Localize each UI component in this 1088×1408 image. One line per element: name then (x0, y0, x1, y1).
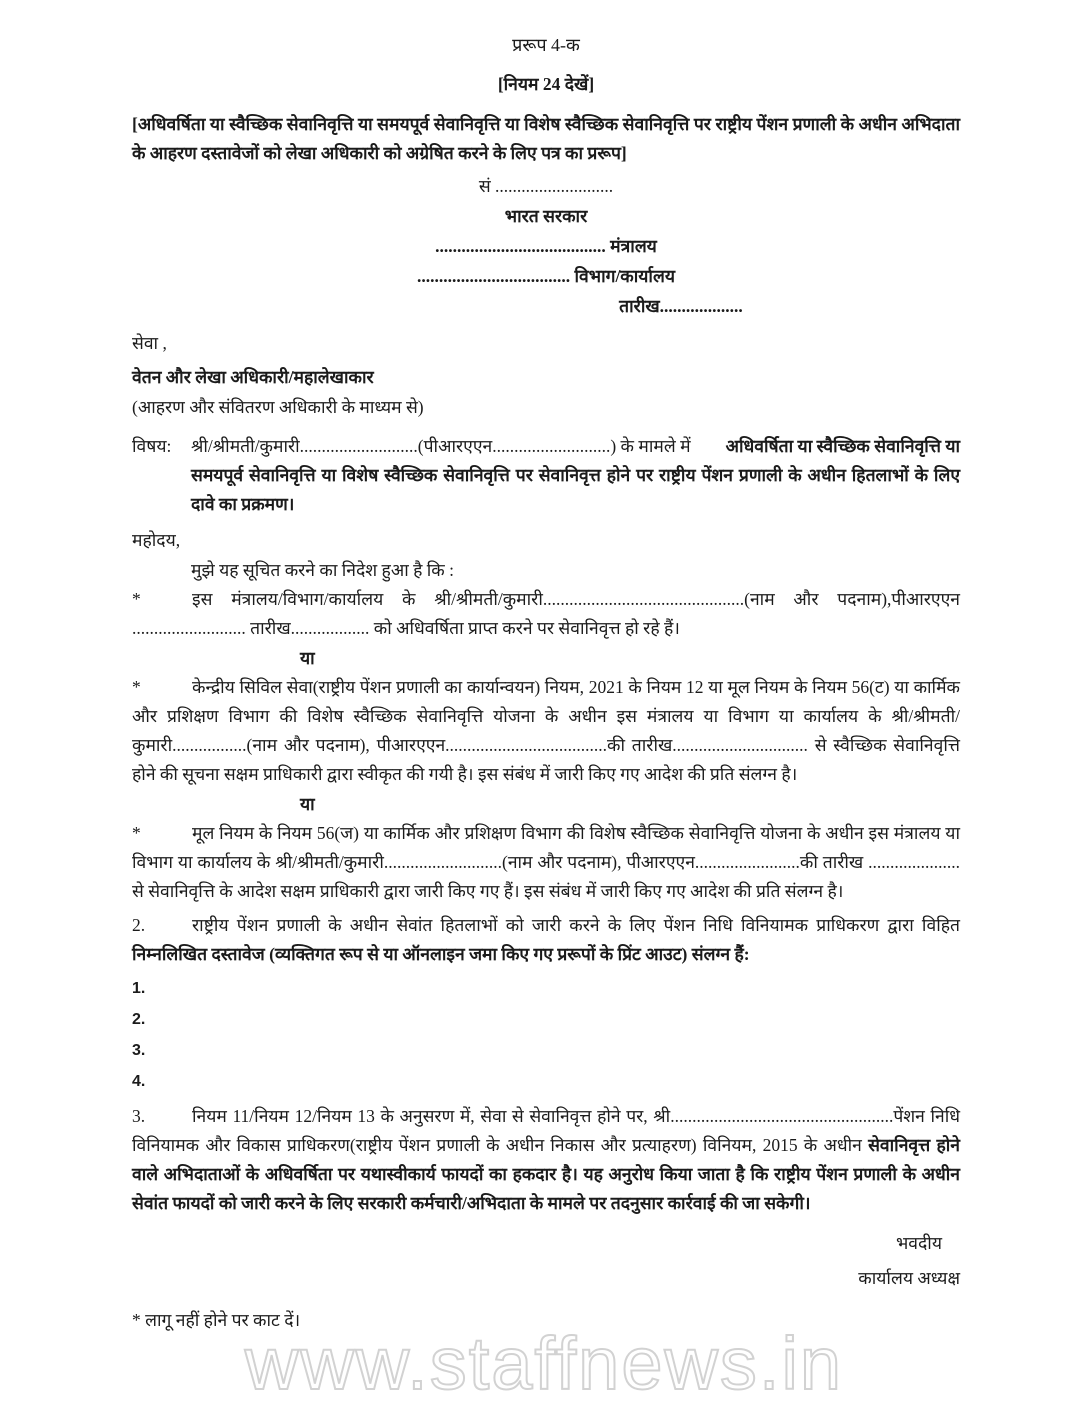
addressee-line-1: वेतन और लेखा अधिकारी/महालेखाकार (132, 367, 374, 387)
subject-text: श्री/श्रीमती/कुमारी...........................(पीआरएएन...........................) के मामले में अधिवर्षिता या स्वैच्छिक सेवानिवृत्ति या समयपूर्व सेवानिवृत्ति या विशेष स्वैच्छिक सेवानिवृत्ति पर सेवानिवृत्त होने पर राष्ट्रीय पेंशन प्रणाली के अधीन हितलाभों के लिए दावे का प्रक्रमण। (191, 436, 961, 514)
attachment-list-item: 3. (132, 1042, 146, 1059)
form-content (132, 32, 960, 1333)
salutation: महोदय, (132, 530, 181, 550)
letter-number-line: सं ........................... (478, 176, 614, 196)
asterisk-marker: * (132, 823, 141, 843)
paragraph-3: 3. नियम 11/नियम 12/नियम 13 के अनुसरण में, सेवा से सेवानिवृत्त होने पर, श्री...................................................पेंशन निधि विनियामक और विकास प्राधिकरण(राष्ट्रीय पेंशन प्रणाली के अधीन निकास और प्रत्याहरण) विनियम, 2015 के अधीन सेवानिवृत्त होने वाले अभिदाताओं के अधिवर्षिता पर यथास्वीकार्य फायदों का हकदार है। यह अनुरोध किया जाता है कि राष्ट्रीय पेंशन प्रणाली के अधीन सेवांत फायदों को जारी करने के लिए सरकारी कर्मचारी/अभिदाता के मामले पर तदनुसार कार्रवाई की जा सकेगी। (132, 1102, 960, 1218)
addressee-line-2: (आहरण और संवितरण अधिकारी के माध्यम से) (132, 397, 424, 417)
asterisk-marker: * (132, 677, 141, 697)
paragraph-3-number: 3. (132, 1106, 146, 1126)
attachment-list-item: 1. (132, 980, 146, 997)
or-separator: या (300, 648, 315, 668)
paragraph-2: 2. राष्ट्रीय पेंशन प्रणाली के अधीन सेवांत हितलाभों को जारी करने के लिए पेंशन निधि विनियामक प्राधिकरण द्वारा विहित निम्नलिखित दस्तावेज (व्यक्तिगत रूप से या ऑनलाइन जमा किए गए प्ररूपों के प्रिंट आउट) संलग्न हैं: (132, 911, 960, 969)
form-number: प्ररूप 4-क (512, 35, 580, 55)
to-label: सेवा , (132, 333, 167, 353)
form-description: [अधिवर्षिता या स्वैच्छिक सेवानिवृत्ति या समयपूर्व सेवानिवृत्ति या विशेष स्वैच्छिक सेवानिवृत्ति पर राष्ट्रीय पेंशन प्रणाली के अधीन अभिदाता के आहरण दस्तावेजों को लेखा अधिकारी को अग्रेषित करने के लिए पत्र का प्ररूप] (132, 114, 960, 163)
subject-row (132, 432, 960, 519)
date-blank-line: तारीख................... (619, 296, 743, 316)
subject-label: विषय: (132, 436, 172, 456)
signatory-title: कार्यालय अध्यक्ष (858, 1268, 960, 1288)
closing-valediction: भवदीय (895, 1233, 942, 1253)
attachment-list-item: 4. (132, 1073, 146, 1090)
or-separator: या (300, 794, 315, 814)
ministry-blank-line: ....................................... मंत्रालय (435, 236, 657, 256)
attachment-list (132, 973, 960, 1097)
asterisk-marker: * (132, 589, 141, 609)
option-paragraph-1: * इस मंत्रालय/विभाग/कार्यालय के श्री/श्रीमती/कुमारी..............................................(नाम और पदनाम),पीआरएएन .......................... तारीख.................. को अधिवर्षिता प्राप्त करने पर सेवानिवृत्त हो रहे हैं। (132, 585, 960, 643)
government-title: भारत सरकार (504, 206, 588, 226)
intro-line: मुझे यह सूचित करने का निदेश हुआ है कि : (191, 560, 454, 580)
option-paragraph-2: * केन्द्रीय सिविल सेवा(राष्ट्रीय पेंशन प्रणाली का कार्यान्वयन) नियम, 2021 के नियम 12 या मूल नियम के नियम 56(ट) या कार्मिक और प्रशिक्षण विभाग की विशेष स्वैच्छिक सेवानिवृत्ति योजना के अधीन इस मंत्रालय या विभाग या कार्यालय के श्री/श्रीमती/कुमारी.................(नाम और पदनाम), पीआरएएन.....................................की तारीख............................... से स्वैच्छिक सेवानिवृत्ति होने की सूचना सक्षम प्राधिकारी द्वारा स्वीकृत की गयी है। इस संबंध में जारी किए गए आदेश की प्रति संलग्न है। (132, 673, 960, 789)
attachment-list-item: 2. (132, 1011, 146, 1028)
paragraph-2-number: 2. (132, 915, 146, 935)
rule-reference: [नियम 24 देखें] (497, 74, 595, 94)
department-blank-line: ................................... विभाग/कार्यालय (417, 266, 675, 286)
footnote: * लागू नहीं होने पर काट दें। (132, 1310, 301, 1330)
staffnews-watermark: www.staffnews.in (244, 1322, 844, 1405)
option-paragraph-3: * मूल नियम के नियम 56(ज) या कार्मिक और प्रशिक्षण विभाग की विशेष स्वैच्छिक सेवानिवृत्ति योजना के अधीन इस मंत्रालय या विभाग या कार्यालय के श्री/श्रीमती/कुमारी...........................(नाम और पदनाम), पीआरएएन........................की तारीख ..................... से सेवानिवृत्ति के आदेश सक्षम प्राधिकारी द्वारा जारी किए गए हैं। इस संबंध में जारी किए गए आदेश की प्रति संलग्न है। (132, 819, 960, 906)
